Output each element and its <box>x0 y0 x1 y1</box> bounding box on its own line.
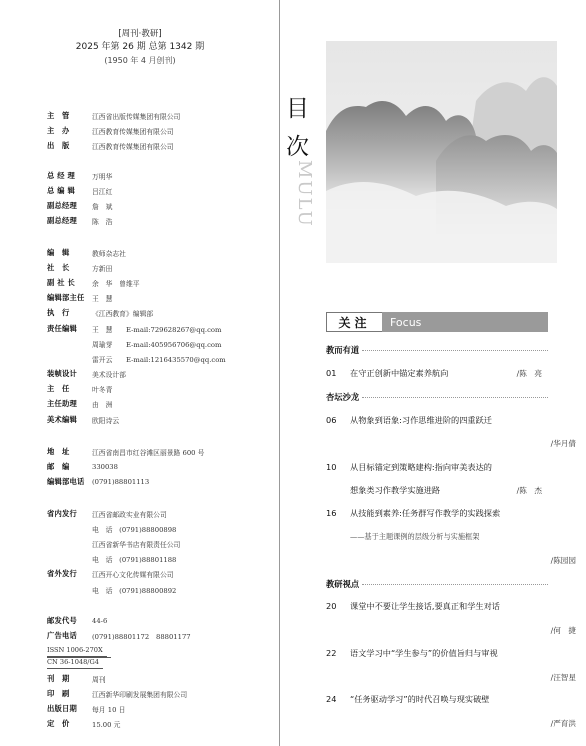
credit-row: 总 编 辑 吕江红 <box>47 185 113 196</box>
credit-row: 编 辑 教师杂志社 <box>47 247 126 258</box>
journal-type: [周刊·教研] <box>118 29 162 39</box>
section-title-en: Focus <box>382 312 548 332</box>
issue-number: 2025 年第 26 期 总第 1342 期 <box>75 42 205 52</box>
page-title <box>286 90 312 166</box>
page-number: 10 <box>326 462 337 472</box>
credit-row: 江西省新华书店有限责任公司 <box>92 540 181 549</box>
credit-row: 电 话 (0791)88800898 <box>92 525 177 534</box>
article-title: 从技能到素养:任务群写作教学的实践探索 <box>350 508 501 518</box>
credit-row: 印 刷 江西新华印刷发展集团有限公司 <box>47 688 188 699</box>
page-number: 01 <box>326 368 337 378</box>
masthead <box>60 28 220 67</box>
credit-group-distribution <box>47 506 180 597</box>
credit-row: 电 话 (0791)88801188 <box>92 556 177 565</box>
article-title: 从物象到语象:习作思维进阶的四重跃迁 <box>350 415 492 425</box>
cn-number: CN 36-1048/G4 <box>47 657 103 669</box>
toc-category: 杏坛沙龙 <box>326 391 548 403</box>
article-title: 语文学习中“学生参与”的价值旨归与审视 <box>350 648 498 658</box>
page-number: 06 <box>326 415 337 425</box>
article-author: /陈 亮 <box>516 369 542 378</box>
article-author: /何 捷 <box>550 626 576 635</box>
credit-row: 邮 编 330038 <box>47 461 118 471</box>
credit-row: 装帧设计 美术设计部 <box>47 369 126 380</box>
credit-group-publisher <box>47 108 180 154</box>
toc-category: 教而有道 <box>326 344 548 356</box>
credit-row: 副总经理 陈 浩 <box>47 216 113 227</box>
credit-row: 出版日期 每月 10 日 <box>47 703 126 714</box>
credit-row: 副总经理 詹 斌 <box>47 200 113 211</box>
credit-row: 美术编辑 欧阳诗云 <box>47 414 120 425</box>
title-pinyin: MULU <box>294 160 315 228</box>
credit-group-editorial <box>47 245 226 427</box>
article-author: /严育洪 <box>550 719 576 728</box>
credit-group-management <box>47 168 112 229</box>
credit-group-address <box>47 444 204 490</box>
credit-row: 刊 期 周刊 <box>47 673 106 684</box>
article-title-line2: 想象类习作教学实施进路 <box>350 485 441 495</box>
page-number: 20 <box>326 601 337 611</box>
credit-row: 执 行 《江西教育》编辑部 <box>47 308 154 319</box>
article-subtitle: ——基于主题课例的层级分析与实施框架 <box>350 532 480 541</box>
credit-row: 省内发行 江西省邮政实业有限公司 <box>47 508 167 519</box>
credit-row: 周瑜芽 E-mail:405956706@qq.com <box>92 340 222 349</box>
credit-row: 出 版 江西教育传媒集团有限公司 <box>47 140 174 151</box>
article-title: 从目标锚定到策略建构:指向审美表达的 <box>350 462 492 472</box>
column-divider <box>279 0 280 746</box>
credit-row: 电 话 (0791)88800892 <box>92 586 177 595</box>
credit-row: 邮发代号 44-6 <box>47 615 108 625</box>
article-author: /陈 杰 <box>516 486 542 495</box>
issn-block <box>47 645 111 666</box>
credit-row: 主 任 叶冬青 <box>47 384 113 395</box>
credit-row: 编辑部电话 (0791)88801113 <box>47 476 150 486</box>
page-number: 22 <box>326 648 337 658</box>
credit-group-print <box>47 671 187 732</box>
page-number: 16 <box>326 508 337 518</box>
toc-category: 教研视点 <box>326 578 548 590</box>
credit-row: 省外发行 江西开心文化传媒有限公司 <box>47 569 174 580</box>
credit-row: 总 经 理 万明华 <box>47 170 113 181</box>
article-title: 在守正创新中锚定素养航向 <box>350 368 449 378</box>
article-author: /汪智星 <box>550 673 576 682</box>
landscape-illustration <box>326 41 557 263</box>
credit-row: 广告电话 (0791)88801172 88801177 <box>47 630 191 641</box>
credit-row: 副 社 长 余 华 曾维平 <box>47 277 140 288</box>
issn-number: ISSN 1006-270X <box>47 645 107 657</box>
credit-row: 地 址 江西省南昌市红谷滩区丽景路 600 号 <box>47 446 205 457</box>
credit-row: 雷开云 E-mail:1216435570@qq.com <box>92 355 226 364</box>
dotted-leader <box>362 397 548 398</box>
masthead-column <box>0 0 280 746</box>
article-author: /华月倩 <box>550 439 576 448</box>
credit-row: 主任助理 由 洲 <box>47 399 113 410</box>
credit-row: 定 价 15.00 元 <box>47 719 121 730</box>
dotted-leader <box>362 350 548 351</box>
section-header-focus <box>326 312 548 332</box>
section-title-cn: 关注 <box>326 312 382 332</box>
credit-group-postal <box>47 613 191 643</box>
title-char-1: 目 <box>286 96 309 122</box>
dotted-leader <box>362 584 548 585</box>
page-number: 24 <box>326 694 337 704</box>
article-title: 课堂中不要让学生接话,要真正和学生对话 <box>350 601 500 611</box>
article-title: “任务驱动学习”的时代召唤与现实破壁 <box>350 694 490 704</box>
founding-date: (1950 年 4 月创刊) <box>104 56 176 65</box>
credit-row: 社 长 方新田 <box>47 262 113 273</box>
credit-row: 编辑部主任 王 慧 <box>47 293 113 304</box>
credit-row: 主 办 江西教育传媒集团有限公司 <box>47 125 174 136</box>
title-char-2: 次 <box>286 134 309 160</box>
credit-row: 主 管 江西省出版传媒集团有限公司 <box>47 110 181 121</box>
article-author: /陈园园 <box>550 556 576 565</box>
credit-row: 责任编辑 王 慧 E-mail:729628267@qq.com <box>47 323 222 334</box>
